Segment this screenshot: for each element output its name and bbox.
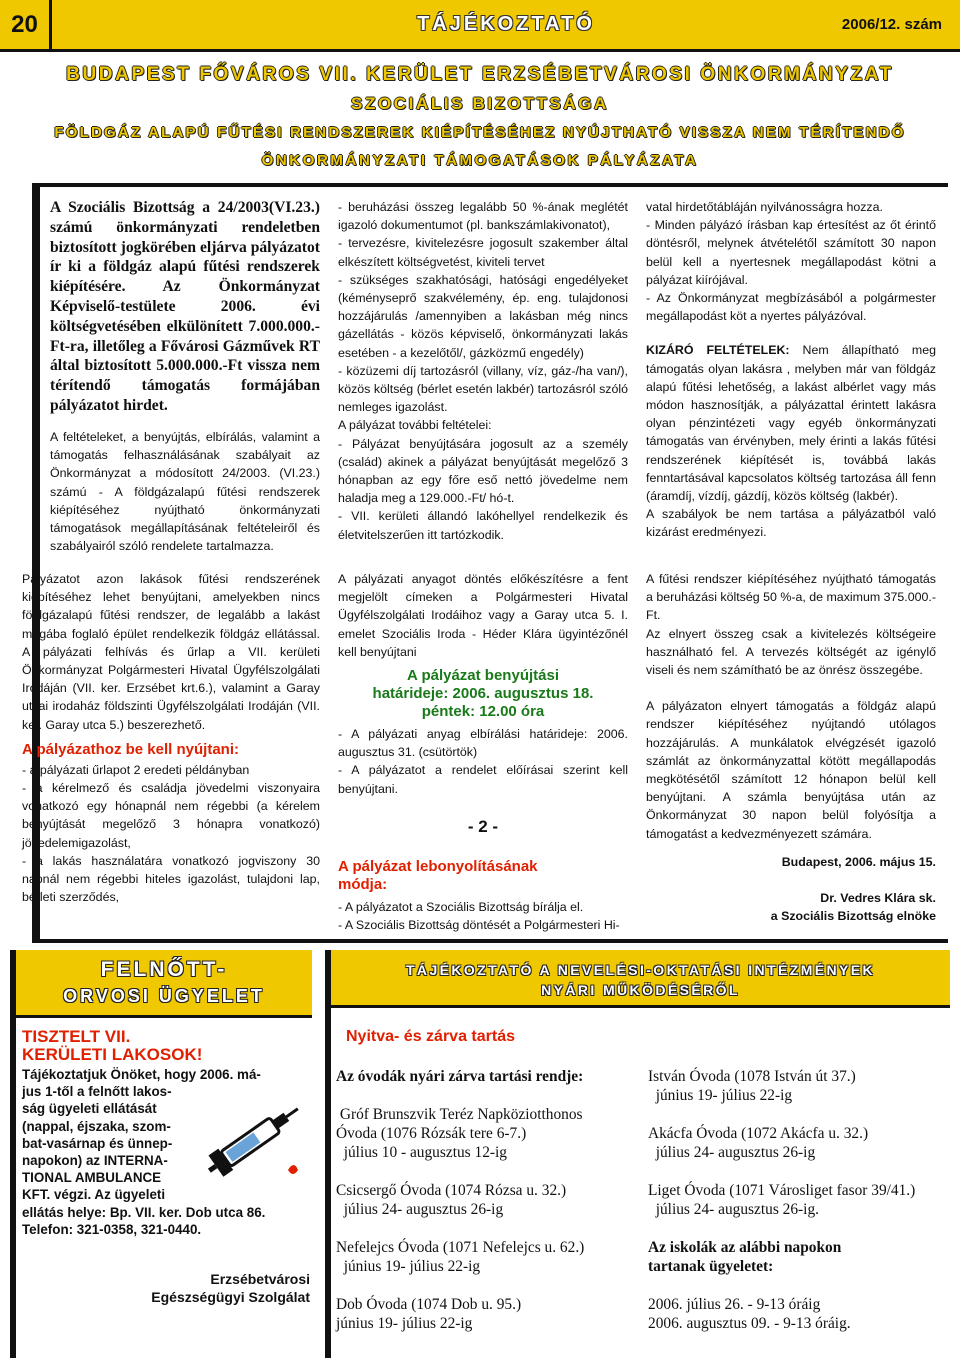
list-item: július 24- augusztus 26-ig. [648,1201,819,1218]
list-item: - a lakás használatára vonatkozó jogviszony 30 napnál nem régebbi hiteles igazolást, tulajdoni lap, bérleti szerződés, [22,853,320,905]
list-item: Óvoda (1076 Rózsák tere 6-7.) [336,1125,527,1142]
signer-role: a Szociális Bizottság elnöke [770,909,936,924]
frame-top-rule [32,183,948,187]
column-3-upper [646,198,936,542]
list-item: - A pályázatot a rendelet előírásai szerint kell benyújtani. [338,763,628,796]
banner-line-2: SZOCIÁLIS BIZOTTSÁGA [351,94,609,113]
list-spacer [648,1219,948,1238]
list-item: Az iskolák az alábbi napokon [648,1239,842,1256]
salutation-line-2: KERÜLETI LAKOSOK! [22,1045,203,1064]
list-spacer [336,1219,636,1238]
list-item: július 24- augusztus 26-ig [336,1201,504,1218]
list-item: - közüzemi díj tartozásról (villany, víz, gáz-/ha van/), közös költség (bérlet esetén lakbér) tartozásról szóló nemleges igazolást. [338,363,628,415]
list-item: István Óvoda (1078 István út 37.) [648,1068,856,1085]
text-line: jus 1-től a felnőtt lakos- [22,1084,172,1100]
issue-number: 2006/12. szám [841,16,942,33]
article-intro-rest: A feltételeket, a benyújtás, elbírálás, valamint a támogatás felhasználásának szabályait az Önkormányzat a módosított 24/2003. (VI.23.) számú - A földgázalapú fűtési rendszerek kiépítéséhez nyújtható önkormányzati támogatások megállapításának feltételeiről és szabályairól szóló rendelete tartalmazza. [50,430,320,554]
list-item: tartanak ügyeletet: [648,1258,774,1275]
availability-paragraph: Pályázatot azon lakások fűtési rendszerének kiépítéséhez lehet benyújtani, amelyekben nincs földgázalapú fűtési rendszer, de legalább a lakást magába foglaló épület rendelkezik földgáz ellátással. A pályázati felhívás és űrlap a VII. kerületi Önkormányzat Polgármesteri Hivatal Ügyfélszolgálati Irodáján (VII. ker. Erzsébet krt.6.), valamint a Garay utcai irodaház földszinti Ügyfélszolgálati Irodáján (VII. ker. Garay utca 5.) beszerezhető. [22,572,320,732]
list-item: - Minden pályázó írásban kap értesítést az őt érintő döntésről, melynek átvételétől számított 30 napon belül kell a nyertesnek megállapodást kötni a pályázat kiírójával. [646,218,936,287]
list-item: 2006. július 26. - 9-13 óráig [648,1296,821,1313]
required-docs-heading: A pályázathoz be kell nyújtani: [22,740,239,758]
exclusion-label: KIZÁRÓ FELTÉTELEK: [646,343,790,358]
list-item: - szükséges szakhatósági, hatósági engedélyeket (kéményseprő szakvélemény, ép. eng. tulajdonosi hozzájárulás /amennyiben a lakásban még nincs gázellátás - közös képviselő, önkormányzati lakás esetében - a kezelőtől/, gázközmű engedély) [338,272,628,360]
list-item: június 19- július 22-ig [648,1087,793,1104]
list-item: vatal hirdetőtábláján nyilvánosságra hozza. [646,200,883,214]
list-item: Az óvodák nyári zárva tartási rendje: [336,1068,584,1085]
list-item: - a pályázati űrlapot 2 eredeti példányban [22,762,250,777]
text-line: TIONAL AMBULANCE [22,1170,162,1186]
doctor-box-title-2: ORVOSI ÜGYELET [63,986,265,1006]
newspaper-title: TÁJÉKOZTATÓ [417,13,595,35]
kindergarten-box-title-1: TÁJÉKOZTATÓ A NEVELÉSI-OKTATÁSI INTÉZMÉNYEK [405,962,876,978]
list-item: 2006. augusztus 09. - 9-13 óráig. [648,1315,851,1332]
banner-line-3: FÖLDGÁZ ALAPÚ FŰTÉSI RENDSZEREK KIÉPÍTÉSÉHEZ NYÚJTHATÓ VISSZA NEM TÉRÍTENDŐ [54,124,906,141]
section-marker: - 2 - [467,816,499,836]
list-item: Akácfa Óvoda (1072 Akácfa u. 32.) [648,1125,869,1142]
signer-name: Dr. Vedres Klára sk. [820,891,936,906]
list-item: Dob Óvoda (1074 Dob u. 95.) [336,1296,522,1313]
column-2-upper [338,198,628,544]
list-item: Nefelejcs Óvoda (1071 Nefelejcs u. 62.) [336,1239,585,1256]
procedure-heading-1: A pályázat lebonyolításának [338,858,538,876]
list-item: A pályázat további feltételei: [338,418,492,433]
kindergarten-box-title-2: NYÁRI MŰKÖDÉSÉRŐL [541,982,740,998]
exclusion-final: A szabályok be nem tartása a pályázatból való kizárást eredményezi. [646,507,936,540]
list-item: Liget Óvoda (1071 Városliget fasor 39/41.) [648,1182,916,1199]
text-line: KFT. végzi. Az ügyeleti [22,1187,166,1203]
list-spacer [336,1086,636,1105]
list-item: - A pályázatot a Szociális Bizottság bírálja el. [338,900,584,915]
kindergarten-list-right [648,1067,948,1333]
deadline-line-2: határideje: 2006. augusztus 18. [372,685,594,703]
submission-paragraph: A pályázati anyagot döntés előkészítésre a fent megjelölt címeken a Polgármesteri Hivatal Ügyfélszolgálati Irodáihoz vagy a Garay utca 5. I. emelet Szociális Iroda - Héder Klára ügyintézőnél kell benyújtani [338,572,628,659]
text-line: Telefon: 321-0358, 321-0440. [22,1221,202,1237]
list-item: - A pályázati anyag elbírálási határideje: 2006. augusztus 31. (csütörtök) [338,727,628,760]
support-paragraph: A pályázaton elnyert támogatás a földgáz alapú rendszer kiépítéséhez nyújtandó utólagos hozzájárulás. A munkálatok elvégzését igazoló számlát az önkormányzattal kötött megállapodás megkötésétől számított 12 hónapon belül kell benyújtani. A számla benyújtása után az Önkormányzat 30 napon belül folyósítja a támogatást a kedvezményezett számára. [646,699,936,841]
list-item: június 19- július 22-ig [336,1258,481,1275]
list-item: Csicsergő Óvoda (1074 Rózsa u. 32.) [336,1182,567,1199]
doctor-box-signature [110,1270,310,1306]
list-spacer [648,1276,948,1295]
column-1-lower [22,570,320,906]
list-item: - beruházási összeg legalább 50 %-ának meglétét igazoló dokumentumot (pl. bankszámlakivonatot), [338,200,628,233]
doctor-box-salutation [22,1028,312,1064]
list-item: - Pályázat benyújtására jogosult az a személy (család) akinek a pályázat benyújtását megelőző 3 hónapban az egy főre eső nettó jövedelme nem haladja meg a 129.000.-Ft/ hó-t. [338,436,628,506]
banner-line-1: BUDAPEST FŐVÁROS VII. KERÜLET ERZSÉBETVÁROSI ÖNKORMÁNYZAT [66,64,894,85]
list-item: - VII. kerületi állandó lakóhellyel rendelkezik és életvitelszerűen itt tartózkodik. [338,509,628,542]
text-line: napokon) az INTERNA- [22,1153,168,1169]
doctor-box-title-1: FELNŐTT- [100,958,228,981]
article-date: Budapest, 2006. május 15. [781,854,936,869]
list-item: - a kérelmező és családja jövedelmi viszonyaira vonatkozó egy hónapnál nem régebbi (a kérelem benyújtását megelőző 3 hónapra vonatkozó) jövedelemigazolást, [22,781,320,850]
list-item: július 24- augusztus 26-ig [648,1144,816,1161]
list-spacer [336,1162,636,1181]
column-2-lower [338,570,628,934]
list-item: Gróf Brunszvik Teréz Napköziotthonos [336,1106,583,1123]
text-line: Tájékoztatjuk Önöket, hogy 2006. má- [22,1067,261,1082]
column-3-lower [646,570,936,925]
signature-line-2: Egészségügyi Szolgálat [151,1289,310,1305]
text-line: ság ügyeleti ellátását [22,1101,157,1117]
list-spacer [336,1276,636,1295]
text-line: bat-vasárnap és ünnep- [22,1135,173,1151]
text-line: (nappal, éjszaka, szom- [22,1118,171,1134]
deadline-line-3: péntek: 12.00 óra [421,703,545,721]
procedure-heading-2: módja: [338,876,388,894]
salutation-line-1: TISZTELT VII. [22,1027,131,1046]
list-spacer [648,1105,948,1124]
support-paragraph: Az elnyert összeg csak a kivitelezés költségeire használható fel. A tervezés költségét az igénylő viseli és nem számítható be az önrész összegébe. [646,626,936,678]
list-item: július 10 - augusztus 12-ig [336,1144,507,1161]
exclusion-text: Nem állapítható meg támogatás olyan lakásra , melyben már van földgáz alapú fűtési lehetőség, a lakást albérlet vagy más módon hasznosítják, a pályázattal érintett lakásra olyan pénzintézeti vagy egyéb önkormányzati támogatás van érvényben, mely érinti a lakás fűtési rendszerének kiépítését is, továbbá lakás fenntartásával kapcsolatos költség tartozása áll fenn (áramdíj, vízdíj, gázdíj, közös költség (lakbér). [646,343,936,504]
list-spacer [648,1162,948,1181]
list-item: - tervezésre, kivitelezésre jogosult szakember által elkészített költségvetést, kiviteli tervet [338,236,628,269]
list-item: - Az Önkormányzat megbízásából a polgármester megállapodást köt a nyertes pályázóval. [646,291,936,324]
syringe-icon [200,1090,310,1190]
banner-line-4: ÖNKORMÁNYZATI TÁMOGATÁSOK PÁLYÁZATA [261,152,699,169]
exclusion-paragraph [646,341,936,505]
kindergarten-box-header [331,950,950,1008]
signature-line-1: Erzsébetvárosi [210,1271,310,1287]
kindergarten-box-subtitle: Nyitva- és zárva tartás [346,1028,515,1045]
list-item: június 19- július 22-ig [336,1315,473,1332]
frame-bottom-rule [32,939,948,943]
page-number: 20 [0,0,52,52]
text-line: ellátás helye: Bp. VII. ker. Dob utca 86. [22,1204,266,1220]
list-item: - A Szociális Bizottság döntését a Polgármesteri Hi- [338,918,620,933]
support-paragraph: A fűtési rendszer kiépítéséhez nyújtható támogatás a beruházási költség 50 %-a, de maximum 375.000.-Ft. [646,572,936,623]
deadline-line-1: A pályázat benyújtási [407,667,559,685]
kindergarten-list-left [336,1067,636,1333]
article-intro: A Szociális Bizottság a 24/2003(VI.23.) számú önkormányzati rendeletben biztosított jogkörében eljárva pályázatot ír ki a földgáz alapú fűtési rendszerek kiépítésére. Az Önkormányzat Képviselő-testülete 2006. évi költségvetésében elkülönített 7.000.000.- Ft-ra, illetőleg a Fővárosi Gázművek RT által biztosított 5.000.000.-Ft vissza nem térítendő támogatás formájában pályázatot hirdet. [50,199,320,414]
